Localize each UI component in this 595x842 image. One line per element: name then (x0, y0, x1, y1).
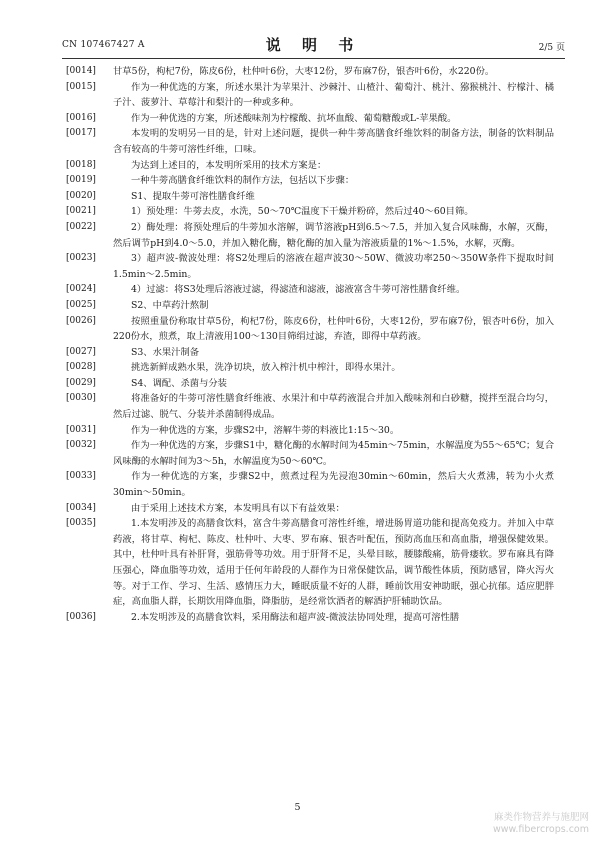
page-header (62, 34, 565, 56)
paragraph-number: [0021] (66, 206, 96, 217)
paragraph-text: 作为一种优选的方案，步骤S1中，糖化酶的水解时间为45min～75min，水解温度为55～65℃；复合风味酶的水解时间为3～5h，水解温度为50～60℃。 (113, 440, 554, 467)
paragraph-number: [0022] (66, 221, 96, 232)
paragraph (66, 376, 554, 392)
paragraph-number: [0034] (66, 502, 96, 513)
paragraph-number: [0015] (66, 81, 96, 92)
paragraph-number: [0033] (66, 471, 96, 482)
header-rule (62, 58, 565, 59)
page-count: 2/5 页 (538, 43, 565, 53)
paragraph-text: S1、提取牛蒡可溶性膳食纤维 (131, 190, 255, 202)
paragraph-text: S4、调配、杀菌与分装 (131, 377, 227, 389)
paragraph (66, 204, 554, 220)
paragraph-text: 1.本发明涉及的高膳食饮料，富含牛蒡高膳食可溶性纤维，增进肠胃道功能和提高免疫力。并加入中草药液，将甘草、枸杞、陈皮、杜仲叶、大枣、罗布麻、银杏叶配伍，预防高血压和高血脂，增强保健效果。其中，杜仲叶具有补肝肾，强筋骨等功效。用于肝肾不足，头晕目眩，腰膝酸痛，筋骨痿软。罗布麻具有降压强心，降血脂等功效，适用于任何年龄段的人群作为日常保健饮品，调节酸性体质，预防感冒，降火泻火等。对于工作、学习、生活、感情压力大，睡眠质量不好的人群，睡前饮用安神助眠，强心抗郁。适应肥胖症，高血脂人群，长期饮用降血脂，降脂肪，是经常饮酒者的解酒护肝辅助饮品。 (113, 518, 554, 608)
paragraph-text: 1）预处理：牛蒡去皮，水洗，50～70℃温度下干燥并粉碎，然后过40～60目筛。 (131, 206, 474, 218)
paragraph (66, 501, 554, 517)
watermark (493, 812, 589, 836)
page-number: 5 (294, 802, 301, 813)
watermark-site-name: 麻类作物营养与施肥网 (493, 812, 589, 823)
paragraph-text: 为达到上述目的，本发明所采用的技术方案是： (131, 159, 327, 171)
paragraph-text: 4）过滤：将S3处理后溶液过滤，得滤渣和滤液，滤液富含牛蒡可溶性膳食纤维。 (131, 284, 466, 296)
paragraph (66, 158, 554, 174)
paragraph (66, 111, 554, 127)
paragraph-number: [0016] (66, 112, 96, 123)
paragraph-number: [0017] (66, 128, 96, 139)
paragraph (66, 610, 554, 626)
paragraph-text: 作为一种优选的方案，步骤S2中，溶解牛蒡的料液比1:15～30。 (131, 424, 400, 436)
paragraph (66, 345, 554, 361)
paragraph-text: 作为一种优选的方案，所述酸味剂为柠檬酸、抗坏血酸、葡萄糖酸或L-苹果酸。 (131, 112, 457, 124)
paragraph-number: [0036] (66, 611, 96, 622)
paragraph-number: [0024] (66, 284, 96, 295)
paragraph-text: 本发明的发明另一目的是，针对上述问题，提供一种牛蒡高膳食纤维饮料的制备方法，制备的饮料制品含有较高的牛蒡可溶性纤维，口味。 (113, 128, 554, 155)
document-title: 说 明 书 (265, 36, 362, 54)
paragraph (66, 189, 554, 205)
paragraph (66, 438, 554, 469)
paragraph-text: 将准备好的牛蒡可溶性膳食纤维液、水果汁和中草药液混合并加入酸味剂和白砂糖，搅拌至混合均匀，然后过滤、脱气、分装并杀菌制得成品。 (113, 393, 554, 421)
paragraph (66, 314, 554, 345)
paragraph-text: 2.本发明涉及的高膳食饮料，采用酶法和超声波-微波法协同处理，提高可溶性膳 (131, 611, 460, 623)
paragraph-text: S3、水果汁制备 (131, 346, 200, 358)
paragraph-number: [0030] (66, 393, 96, 404)
paragraph-text: 作为一种优选的方案，步骤S2中，煎煮过程为先浸泡30min～60min，然后大火煮沸，转为小火煮30min～50min。 (113, 471, 554, 499)
paragraph (66, 173, 554, 189)
paragraph-number: [0032] (66, 440, 96, 451)
document-id: CN 107467427 A (62, 40, 145, 50)
paragraph-text: 2）酶处理：将预处理后的牛蒡加水溶解，调节溶液pH到6.5～7.5，并加入复合风味酶，水解，灭酶，然后调节pH到4.0～5.0，并加入糖化酶，糖化酶的加入量为溶液质量的1%～1.5%，水解，灭酶。 (113, 221, 554, 249)
paragraph-number: [0028] (66, 362, 96, 373)
paragraph (66, 80, 554, 111)
paragraph-number: [0027] (66, 346, 96, 357)
paragraph-text: 3）超声波-微波处理：将S2处理后的溶液在超声波30～50W、微波功率250～350W条件下提取时间1.5min～2.5min。 (113, 253, 554, 280)
paragraph (66, 282, 554, 298)
paragraph-number: [0029] (66, 377, 96, 388)
paragraph (66, 126, 554, 157)
paragraph-number: [0020] (66, 190, 96, 201)
paragraph-text: 作为一种优选的方案，所述水果汁为苹果汁、沙棘汁、山楂汁、葡萄汁、桃汁、猕猴桃汁、柠檬汁、橘子汁、菠萝汁、草莓汁和梨汁的一种或多种。 (113, 81, 554, 109)
paragraph (66, 360, 554, 376)
paragraph (66, 298, 554, 314)
paragraph (66, 251, 554, 282)
watermark-url: www.fibercrops.com (492, 824, 589, 835)
paragraph-text: 按照重量份称取甘草5份，枸杞7份，陈皮6份，杜仲叶6份，大枣12份，罗布麻7份，银杏叶6份，加入220份水，煎煮，取上清液用100～130目筛绢过滤，弃渣，即得中草药液。 (113, 315, 554, 343)
paragraph (66, 220, 554, 251)
paragraph (66, 423, 554, 439)
paragraph-text: S2、中草药汁熬制 (131, 299, 209, 311)
paragraph (66, 516, 554, 610)
paragraph-text: 甘草5份，枸杞7份，陈皮6份，杜仲叶6份，大枣12份，罗布麻7份，银杏叶6份，水220份。 (113, 66, 495, 77)
paragraph-number: [0025] (66, 299, 96, 310)
paragraph-number: [0014] (66, 66, 96, 76)
paragraph-text: 由于采用上述技术方案，本发明具有以下有益效果： (131, 502, 345, 514)
paragraph-number: [0026] (66, 315, 96, 326)
paragraph-number: [0019] (66, 175, 96, 186)
paragraph (66, 469, 554, 500)
paragraph-text: 挑选新鲜成熟水果，洗净切块，放入榨汁机中榨汁，即得水果汁。 (131, 362, 401, 374)
paragraph (66, 391, 554, 422)
paragraph-number: [0035] (66, 518, 96, 529)
paragraph-number: [0023] (66, 253, 96, 264)
paragraph (66, 64, 554, 80)
paragraph-number: [0031] (66, 424, 96, 435)
document-body (66, 64, 554, 625)
paragraph-number: [0018] (66, 159, 96, 170)
paragraph-text: 一种牛蒡高膳食纤维饮料的制作方法，包括以下步骤： (131, 175, 355, 187)
